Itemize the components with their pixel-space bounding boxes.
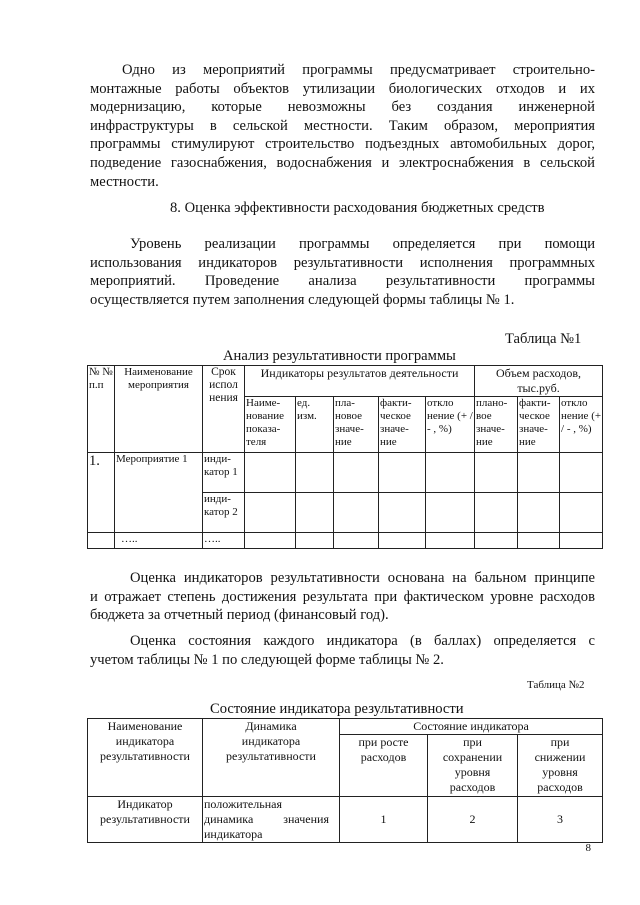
ellipsis: ….. — [115, 533, 203, 549]
cell — [426, 533, 475, 549]
cell — [296, 533, 334, 549]
page-number: 8 — [585, 842, 591, 854]
section-heading: 8. Оценка эффективности расходования бюджетных средств — [170, 200, 545, 216]
table1-title: Анализ результативности программы — [223, 348, 456, 364]
header-expenses: Объем расходов, тыс.руб. — [475, 366, 603, 397]
cell — [518, 453, 560, 493]
intro-paragraph — [90, 61, 595, 191]
paragraph-2 — [90, 235, 595, 309]
subheader: при росте расходов — [340, 735, 428, 797]
header-no: № № п.п — [88, 366, 115, 453]
paragraph-4 — [90, 632, 595, 669]
text-line: Оценка состояния каждого индикатора (в баллах) определяется с — [130, 633, 595, 649]
text-line: Одно из мероприятий программы предусматривает строительно- — [122, 62, 595, 78]
cell — [379, 453, 426, 493]
text-line: Оценка индикаторов результативности основана на бальном принципе — [130, 570, 595, 586]
text-line: местности. — [90, 173, 159, 190]
header-dynamics: Динамика индикатора результативности — [203, 719, 340, 797]
value: 1 — [340, 797, 428, 843]
subheader: плано- вое значе- ние — [475, 397, 518, 453]
row-name: Мероприятие 1 — [115, 453, 203, 533]
row-number: 1. — [88, 453, 115, 533]
cell — [379, 533, 426, 549]
subheader: при снижении уровня расходов — [518, 735, 603, 797]
cell — [475, 493, 518, 533]
cell — [560, 453, 603, 493]
value: 3 — [518, 797, 603, 843]
cell — [334, 493, 379, 533]
table1-label: Таблица №1 — [505, 331, 582, 347]
cell — [296, 453, 334, 493]
text-line: использования индикаторов результативности исполнения программных — [90, 254, 595, 271]
subheader: при сохранении уровня расходов — [428, 735, 518, 797]
text-line: Уровень реализации программы определяется при помощи — [130, 236, 595, 252]
text-line: мероприятий. Проведение анализа результативности программы — [90, 273, 595, 290]
text-line: подведение газоснабжения, водоснабжения и электроснабжения в сельской — [90, 154, 595, 171]
ellipsis: ….. — [203, 533, 245, 549]
subheader: откло нение (+ / - , %) — [426, 397, 475, 453]
text-line: учетом таблицы № 1 по следующей форме таблицы № 2. — [90, 651, 444, 668]
header-indicators: Индикаторы результатов деятельности — [245, 366, 475, 397]
header-term: Срок испол нения — [203, 366, 245, 453]
subheader: пла- новое значе- ние — [334, 397, 379, 453]
cell — [245, 493, 296, 533]
cell — [334, 453, 379, 493]
text-line: монтажные работы объектов утилизации биологических отходов и их — [90, 80, 595, 97]
dyn-line: динамика значения — [204, 812, 329, 826]
cell — [475, 533, 518, 549]
cell — [560, 493, 603, 533]
row-dynamics — [203, 797, 340, 843]
text-line: программы стимулируют строительство подъездных автомобильных дорог, — [90, 136, 595, 153]
paragraph-3 — [90, 569, 595, 625]
dyn-line: положительная — [204, 797, 282, 811]
dyn-line: индикатора — [204, 827, 263, 841]
cell — [334, 533, 379, 549]
table-2 — [87, 718, 603, 843]
cell — [426, 493, 475, 533]
header-name: Наименование мероприятия — [115, 366, 203, 453]
cell — [518, 533, 560, 549]
table2-label: Таблица №2 — [527, 679, 585, 691]
header-name: Наименование индикатора результативности — [88, 719, 203, 797]
subheader: Наиме- нование показа- теля — [245, 397, 296, 453]
cell — [560, 533, 603, 549]
subheader: факти- ческое значе- ние — [518, 397, 560, 453]
subheader: факти- ческое значе- ние — [379, 397, 426, 453]
cell — [475, 453, 518, 493]
text-line: инфраструктуры в сельской местности. Таким образом, мероприятия — [90, 117, 595, 134]
text-line: осуществляется путем заполнения следующей формы таблицы № 1. — [90, 291, 515, 308]
subheader: ед. изм. — [296, 397, 334, 453]
cell — [426, 453, 475, 493]
text-line: бюджета за отчетный период (финансовый год). — [90, 607, 389, 624]
cell — [518, 493, 560, 533]
cell — [88, 533, 115, 549]
cell — [245, 533, 296, 549]
text-line: модернизацию, которые невозможны без создания инженерной — [90, 99, 595, 116]
cell — [245, 453, 296, 493]
cell — [296, 493, 334, 533]
subheader: откло нение (+ / - , %) — [560, 397, 603, 453]
indicator-2: инди- катор 2 — [203, 493, 245, 533]
value: 2 — [428, 797, 518, 843]
cell — [379, 493, 426, 533]
table-1 — [87, 365, 603, 549]
header-state: Состояние индикатора — [340, 719, 603, 735]
table2-title: Состояние индикатора результативности — [210, 701, 464, 717]
indicator-1: инди- катор 1 — [203, 453, 245, 493]
text-line: и отражает степень достижения результата при фактическом уровне расходов — [90, 588, 595, 605]
row-name: Индикатор результативности — [88, 797, 203, 843]
